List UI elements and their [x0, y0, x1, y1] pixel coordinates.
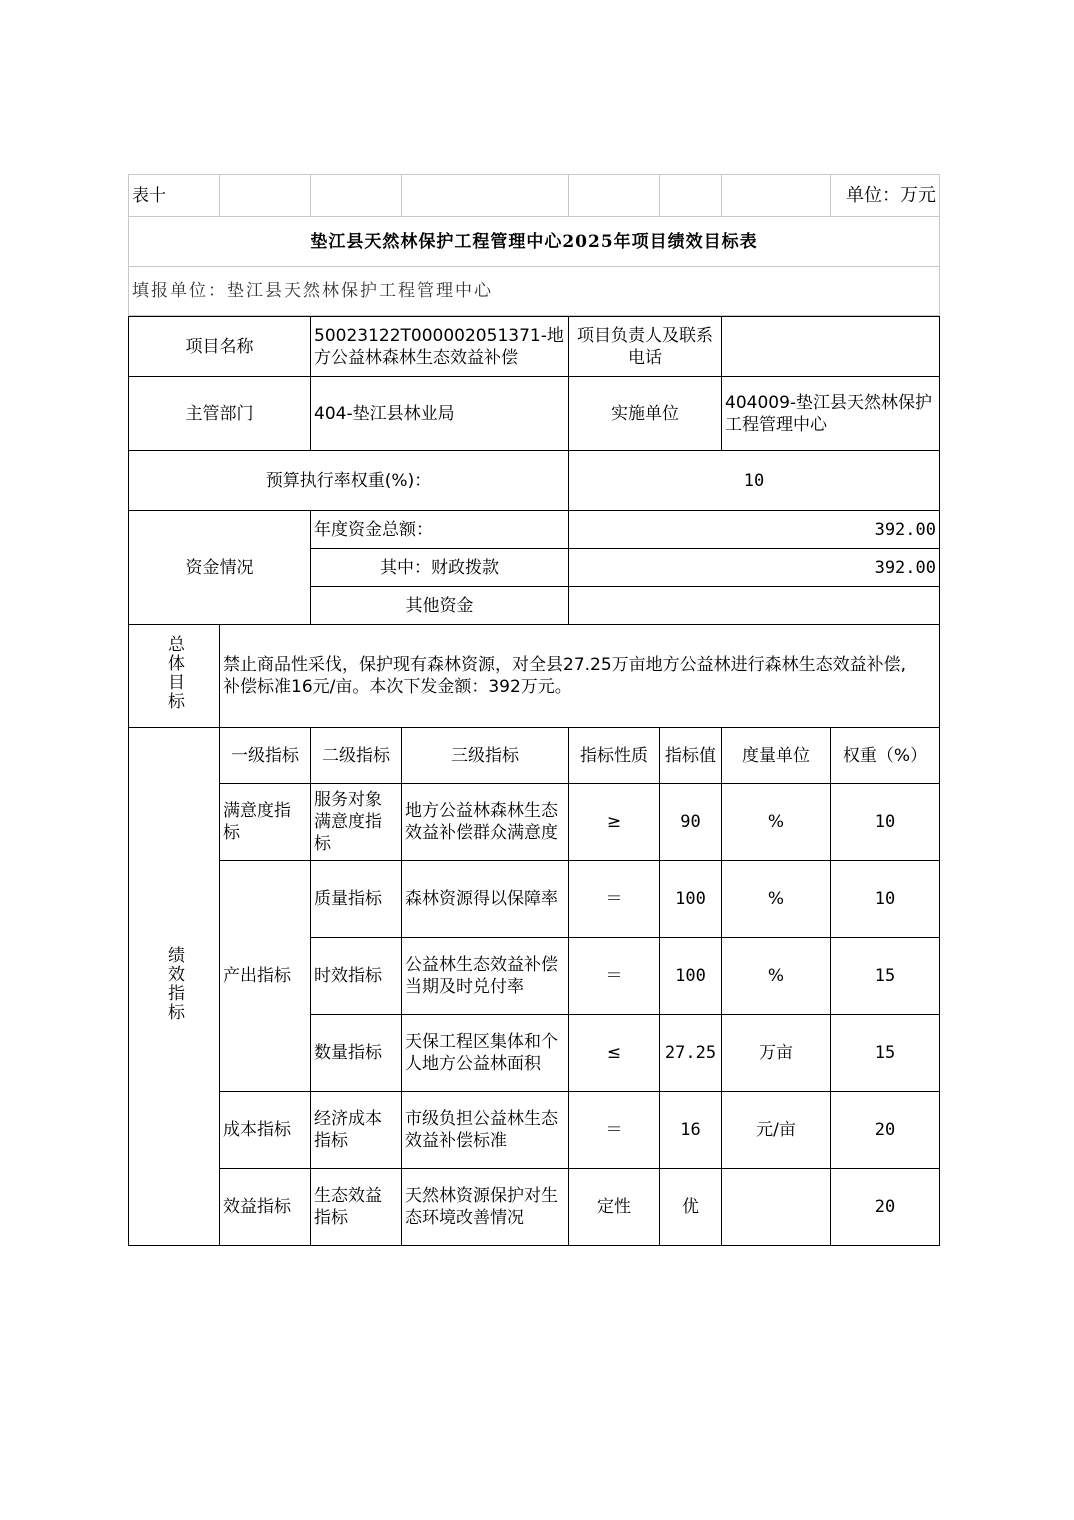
level2-cell: 质量指标 — [311, 861, 402, 938]
weight-cell: 20 — [831, 1092, 940, 1169]
level2-cell: 数量指标 — [311, 1015, 402, 1092]
table-row — [129, 784, 940, 861]
empty-cell — [660, 175, 722, 217]
header-level3: 三级指标 — [402, 728, 569, 784]
level3-cell: 天然林资源保护对生态环境改善情况 — [402, 1169, 569, 1246]
project-leader-label: 项目负责人及联系电话 — [569, 317, 722, 377]
overall-goal-label: 总体目标 — [164, 635, 184, 711]
nature-cell: ≤ — [569, 1015, 660, 1092]
funds-label: 资金情况 — [129, 511, 311, 625]
implementing-unit-label: 实施单位 — [569, 377, 722, 451]
empty-cell — [311, 175, 402, 217]
header-value: 指标值 — [660, 728, 722, 784]
funds-other-label: 其他资金 — [311, 587, 569, 625]
nature-cell: ＝ — [569, 1092, 660, 1169]
level1-cell: 效益指标 — [220, 1169, 311, 1246]
project-name-label: 项目名称 — [129, 317, 311, 377]
overall-goal-line: 补偿标准16元/亩。本次下发金额：392万元。 — [223, 677, 572, 697]
funds-other-value — [569, 587, 940, 625]
unit-cell: 万亩 — [722, 1015, 831, 1092]
funds-fiscal-label: 其中：财政拨款 — [311, 549, 569, 587]
level2-cell: 经济成本指标 — [311, 1092, 402, 1169]
project-name-value: 50023122T000002051371-地方公益林森林生态效益补偿 — [311, 317, 569, 377]
level1-cell: 成本指标 — [220, 1092, 311, 1169]
header-level2: 二级指标 — [311, 728, 402, 784]
weight-cell: 20 — [831, 1169, 940, 1246]
value-cell: 27.25 — [660, 1015, 722, 1092]
level2-cell: 服务对象满意度指标 — [311, 784, 402, 861]
unit-cell: 元/亩 — [722, 1092, 831, 1169]
page-title: 垫江县天然林保护工程管理中心2025年项目绩效目标表 — [129, 217, 940, 267]
funds-fiscal-value: 392.00 — [569, 549, 940, 587]
level3-cell: 天保工程区集体和个人地方公益林面积 — [402, 1015, 569, 1092]
funds-total-value: 392.00 — [569, 511, 940, 549]
indicators-label-cell — [129, 728, 220, 1246]
weight-cell: 10 — [831, 784, 940, 861]
level3-cell: 地方公益林森林生态效益补偿群众满意度 — [402, 784, 569, 861]
unit-cell — [722, 1169, 831, 1246]
value-cell: 16 — [660, 1092, 722, 1169]
level2-cell: 生态效益指标 — [311, 1169, 402, 1246]
overall-goal-label-cell — [129, 625, 220, 728]
department-value: 404-垫江县林业局 — [311, 377, 569, 451]
department-label: 主管部门 — [129, 377, 311, 451]
level1-cell: 产出指标 — [220, 861, 311, 1092]
value-cell: 100 — [660, 938, 722, 1015]
value-cell: 90 — [660, 784, 722, 861]
empty-cell — [220, 175, 311, 217]
level3-cell: 森林资源得以保障率 — [402, 861, 569, 938]
empty-cell — [569, 175, 660, 217]
table-number: 表十 — [129, 175, 220, 217]
header-unit: 度量单位 — [722, 728, 831, 784]
weight-cell: 15 — [831, 1015, 940, 1092]
level3-cell: 公益林生态效益补偿当期及时兑付率 — [402, 938, 569, 1015]
empty-cell — [402, 175, 569, 217]
unit-cell: % — [722, 938, 831, 1015]
currency-unit: 单位：万元 — [831, 175, 940, 217]
level3-cell: 市级负担公益林生态效益补偿标准 — [402, 1092, 569, 1169]
header-weight: 权重（%） — [831, 728, 940, 784]
unit-cell: % — [722, 861, 831, 938]
unit-cell: % — [722, 784, 831, 861]
overall-goal-text — [220, 625, 940, 728]
weight-cell: 15 — [831, 938, 940, 1015]
project-leader-value — [722, 317, 940, 377]
filing-unit: 填报单位：垫江县天然林保护工程管理中心 — [129, 267, 940, 316]
implementing-unit-value: 404009-垫江县天然林保护工程管理中心 — [722, 377, 940, 451]
budget-weight-value: 10 — [569, 451, 940, 511]
table-row — [129, 1169, 940, 1246]
funds-total-label: 年度资金总额： — [311, 511, 569, 549]
nature-cell: 定性 — [569, 1169, 660, 1246]
table-row — [129, 1092, 940, 1169]
empty-cell — [722, 175, 831, 217]
value-cell: 优 — [660, 1169, 722, 1246]
nature-cell: ＝ — [569, 938, 660, 1015]
level2-cell: 时效指标 — [311, 938, 402, 1015]
value-cell: 100 — [660, 861, 722, 938]
overall-goal-line: 禁止商品性采伐，保护现有森林资源，对全县27.25万亩地方公益林进行森林生态效益补偿, — [223, 655, 907, 675]
header-level1: 一级指标 — [220, 728, 311, 784]
budget-weight-label: 预算执行率权重(%)： — [129, 451, 569, 511]
header-nature: 指标性质 — [569, 728, 660, 784]
form-header-table — [128, 174, 940, 316]
level1-cell: 满意度指标 — [220, 784, 311, 861]
table-row — [129, 861, 940, 938]
indicators-label: 绩效指标 — [164, 945, 184, 1022]
weight-cell: 10 — [831, 861, 940, 938]
nature-cell: ＝ — [569, 861, 660, 938]
performance-target-form — [128, 174, 939, 1246]
main-table — [128, 316, 940, 1246]
nature-cell: ≥ — [569, 784, 660, 861]
